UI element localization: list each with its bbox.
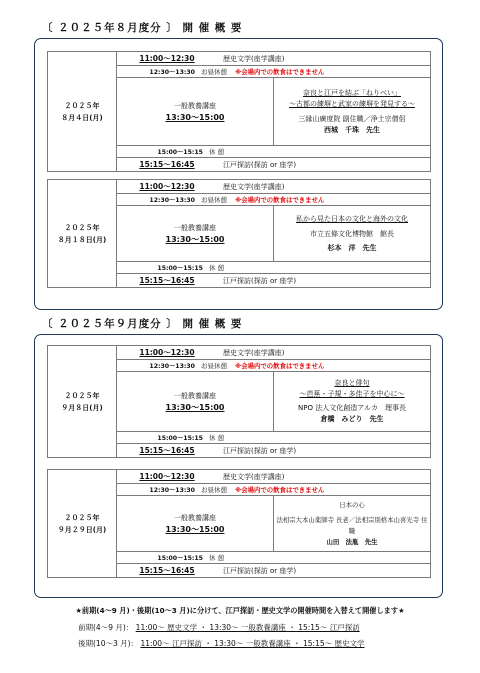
morning-time: 11:00～12:30 <box>139 472 195 481</box>
lunch-label: お昼休憩 <box>201 486 227 494</box>
lunch-row <box>117 360 431 372</box>
morning-row <box>117 52 431 66</box>
first-half-label: 前期(4～9 月)： <box>78 623 134 632</box>
afternoon-time: 15:15～16:45 <box>139 276 195 285</box>
break-time: 15:00～15:15 <box>157 149 203 156</box>
session-table <box>47 469 431 578</box>
lecture-cell <box>274 78 431 146</box>
break-label: 休 憩 <box>209 264 225 272</box>
lecturer-affiliation: 市立五條文化博物館 館長 <box>310 229 394 238</box>
lecturer-name: 西城 千珠 先生 <box>324 125 380 134</box>
lunch-warning: ※会場内での飲食はできません <box>235 362 325 370</box>
lunch-label: お昼休憩 <box>201 196 227 204</box>
break-label: 休 憩 <box>209 554 225 562</box>
morning-label: 歴史文学(座学講座) <box>223 183 285 191</box>
lecturer-name: 杉本 洋 先生 <box>327 243 377 252</box>
month-title-august: 〔 ２０２５年８月度分 〕 開 催 概 要 <box>42 22 243 34</box>
lunch-time: 12:30～13:30 <box>149 363 195 370</box>
session-date <box>48 180 117 288</box>
lecture-cell <box>274 496 431 552</box>
course-time: 13:30～15:00 <box>165 112 225 122</box>
second-half-detail: 11:00～ 江戸探訪 ・ 13:30～ 一般教養講座 ・ 15:15～ 歴史文学 <box>140 639 365 648</box>
first-half-schedule <box>78 622 360 633</box>
morning-time: 11:00～12:30 <box>139 348 195 357</box>
lecture-title: 奈良と江戸を結ぶ「ねりべい」 <box>303 88 401 97</box>
afternoon-label: 江戸探訪(探訪 or 座学) <box>223 161 297 169</box>
lunch-time: 12:30～13:30 <box>149 69 195 76</box>
morning-row <box>117 470 431 484</box>
break-row <box>117 432 431 444</box>
course-time: 13:30～15:00 <box>165 234 225 244</box>
lecture-subtitle: ～芭蕉・子規・多佳子を中心に～ <box>299 390 405 398</box>
morning-time: 11:00～12:30 <box>139 182 195 191</box>
lecturer-affiliation: 三縁山廣度院 副住職／浄土宗僧侶 <box>298 114 406 123</box>
lecture-cell <box>274 206 431 262</box>
course-name: 一般教養講座 <box>174 101 216 110</box>
lecture-title: 私から見た日本の文化と海外の文化 <box>296 214 408 223</box>
lunch-warning: ※会場内での飲食はできません <box>235 486 325 494</box>
afternoon-time: 15:15～16:45 <box>139 446 195 455</box>
lecture-title: 日本の心 <box>339 500 365 509</box>
lunch-label: お昼休憩 <box>201 68 227 76</box>
session-table <box>47 51 431 172</box>
lunch-warning: ※会場内での飲食はできません <box>235 196 325 204</box>
date-day: ９月８日(月) <box>61 403 103 412</box>
course-cell <box>117 372 274 432</box>
date-year: ２０２５年 <box>64 391 100 400</box>
lunch-row <box>117 194 431 206</box>
break-label: 休 憩 <box>209 434 225 442</box>
afternoon-label: 江戸探訪(探訪 or 座学) <box>223 277 297 285</box>
lecturer-name: 倉橋 みどり 先生 <box>320 415 384 423</box>
date-day: ８月４日(月) <box>61 113 103 122</box>
course-cell <box>117 496 274 552</box>
break-time: 15:00～15:15 <box>157 555 203 562</box>
first-half-detail: 11:00～ 歴史文学 ・ 13:30～ 一般教養講座 ・ 15:15～ 江戸探訪 <box>135 623 360 632</box>
morning-label: 歴史文学(座学講座) <box>223 349 285 357</box>
morning-row <box>117 346 431 360</box>
afternoon-row <box>117 564 431 578</box>
session-date <box>48 52 117 172</box>
morning-row <box>117 180 431 194</box>
lecture-subtitle: ～古都の練塀と武家の練塀を発見する～ <box>289 99 415 108</box>
afternoon-row <box>117 444 431 458</box>
lunch-time: 12:30～13:30 <box>149 487 195 494</box>
break-time: 15:00～15:15 <box>157 435 203 442</box>
lunch-time: 12:30～13:30 <box>149 197 195 204</box>
course-name: 一般教養講座 <box>174 223 216 232</box>
second-half-schedule <box>78 638 364 649</box>
month-panel-september <box>34 334 443 598</box>
afternoon-time: 15:15～16:45 <box>139 566 195 575</box>
month-panel-august <box>34 38 443 310</box>
course-cell <box>117 206 274 262</box>
break-row <box>117 262 431 274</box>
afternoon-row <box>117 158 431 172</box>
course-name: 一般教養講座 <box>174 513 216 522</box>
break-row <box>117 146 431 158</box>
lunch-warning: ※会場内での飲食はできません <box>235 68 325 76</box>
session-date <box>48 346 117 458</box>
lecturer-affiliation: NPO 法人文化創造アルカ 理事長 <box>298 404 406 412</box>
lunch-label: お昼休憩 <box>201 362 227 370</box>
lecturer-name: 山田 法胤 先生 <box>326 537 378 546</box>
date-year: ２０２５年 <box>64 513 100 522</box>
morning-label: 歴史文学(座学講座) <box>223 473 285 481</box>
course-name: 一般教養講座 <box>174 391 216 400</box>
break-time: 15:00～15:15 <box>157 265 203 272</box>
afternoon-label: 江戸探訪(探訪 or 座学) <box>223 447 297 455</box>
course-time: 13:30～15:00 <box>165 524 225 534</box>
afternoon-row <box>117 274 431 288</box>
morning-label: 歴史文学(座学講座) <box>223 55 285 63</box>
afternoon-label: 江戸探訪(探訪 or 座学) <box>223 567 297 575</box>
lunch-row <box>117 66 431 78</box>
date-year: ２０２５年 <box>64 101 100 110</box>
afternoon-time: 15:15～16:45 <box>139 160 195 169</box>
lecture-cell <box>274 372 431 432</box>
break-label: 休 憩 <box>209 148 225 156</box>
session-date <box>48 470 117 578</box>
session-table <box>47 179 431 288</box>
course-cell <box>117 78 274 146</box>
morning-time: 11:00～12:30 <box>139 54 195 63</box>
break-row <box>117 552 431 564</box>
lecturer-affiliation: 法相宗大本山薬師寺 長老／法相宗別格本山喜光寺 住職 <box>276 515 428 535</box>
month-title-september: 〔 ２０２５年９月度分 〕 開 催 概 要 <box>42 318 243 330</box>
schedule-notice: ★前期(4～9 月)・後期(10～3 月)に分けて、江戸探訪・歴史文学の開催時間を入替えて開催します★ <box>75 606 405 615</box>
date-day: ８月１８日(月) <box>57 235 107 244</box>
date-year: ２０２５年 <box>64 223 100 232</box>
course-time: 13:30～15:00 <box>165 402 225 412</box>
lecture-title: 奈良と俳句 <box>334 379 370 387</box>
second-half-label: 後期(10～3 月)： <box>78 639 139 648</box>
session-table <box>47 345 431 458</box>
date-day: ９月２９日(月) <box>57 525 107 534</box>
lunch-row <box>117 484 431 496</box>
